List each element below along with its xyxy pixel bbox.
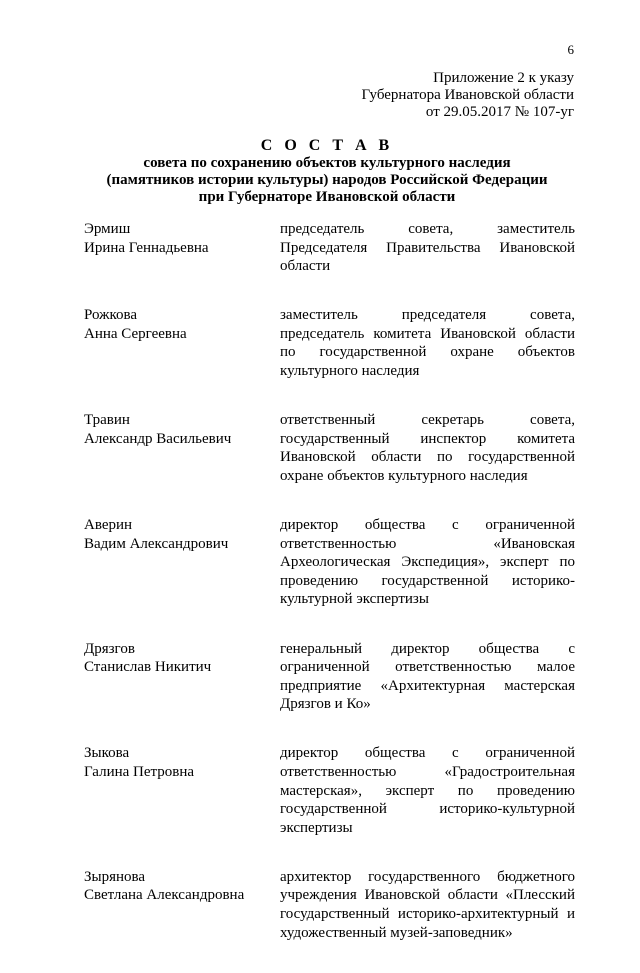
member-name [84,306,280,380]
member-surname: Рожкова [84,307,138,324]
member-role: председатель совета, заместитель Председателя Правительства Ивановской области [280,221,575,275]
member-given-name: Вадим Александрович [84,535,229,552]
appendix-line: от 29.05.2017 № 107-уг [425,104,574,120]
member-entry [84,306,575,380]
member-given-name: Светлана Александровна [84,887,245,904]
member-given-name: Галина Петровна [84,763,195,780]
member-role: архитектор государственного бюджетного учреждения Ивановской области «Плесский государственный историко-архитектурный и художественный музей-заповедник» [280,868,575,941]
member-role: директор общества с ограниченной ответственностью «Градостроительная мастерская», эксперт по проведению государственной историко-культурной экспертизы [280,745,575,836]
member-role: заместитель председателя совета, председатель комитета Ивановской области по государственной охране объектов культурного наследия [280,307,575,380]
document-heading [80,137,574,206]
page-number: 6 [567,42,574,57]
member-surname: Дрязгов [84,640,135,657]
member-given-name: Анна Сергеевна [84,325,187,342]
member-name [84,516,280,609]
member-entry [84,411,575,485]
appendix-line: Приложение 2 к указу [433,70,574,86]
member-role: директор общества с ограниченной ответственностью «Ивановская Археологическая Экспедиция», эксперт по проведению государственной историко-культурной экспертизы [280,517,575,608]
member-surname: Травин [84,412,130,429]
member-entry [84,516,575,609]
appendix-note [361,70,574,121]
document-title: С О С Т А В [260,137,394,154]
member-surname: Аверин [84,517,133,534]
member-entry [84,640,575,714]
member-role: ответственный секретарь совета, государственный инспектор комитета Ивановской области по государственной охране объектов культурного наследия [280,412,575,484]
member-name [84,411,280,485]
member-name [84,220,280,276]
member-entry [84,744,575,837]
heading-line: совета по сохранению объектов культурного наследия [143,155,511,171]
heading-line: при Губернаторе Ивановской области [198,189,456,205]
heading-line: (памятников истории культуры) народов Российской Федерации [106,172,548,188]
member-surname: Зырянова [84,868,146,885]
member-name [84,868,280,942]
member-entry [84,220,575,276]
member-given-name: Ирина Геннадьевна [84,239,209,256]
member-name [84,640,280,714]
member-surname: Эрмиш [84,221,131,237]
member-name [84,744,280,837]
member-entry [84,868,575,942]
member-role: генеральный директор общества с ограниченной ответственностью малое предприятие «Архитектурная мастерская Дрязгов и Ко» [280,640,575,713]
member-given-name: Александр Васильевич [84,430,232,447]
appendix-line: Губернатора Ивановской области [361,87,574,103]
member-given-name: Станислав Никитич [84,659,212,676]
members-list [84,220,575,973]
member-surname: Зыкова [84,745,130,762]
